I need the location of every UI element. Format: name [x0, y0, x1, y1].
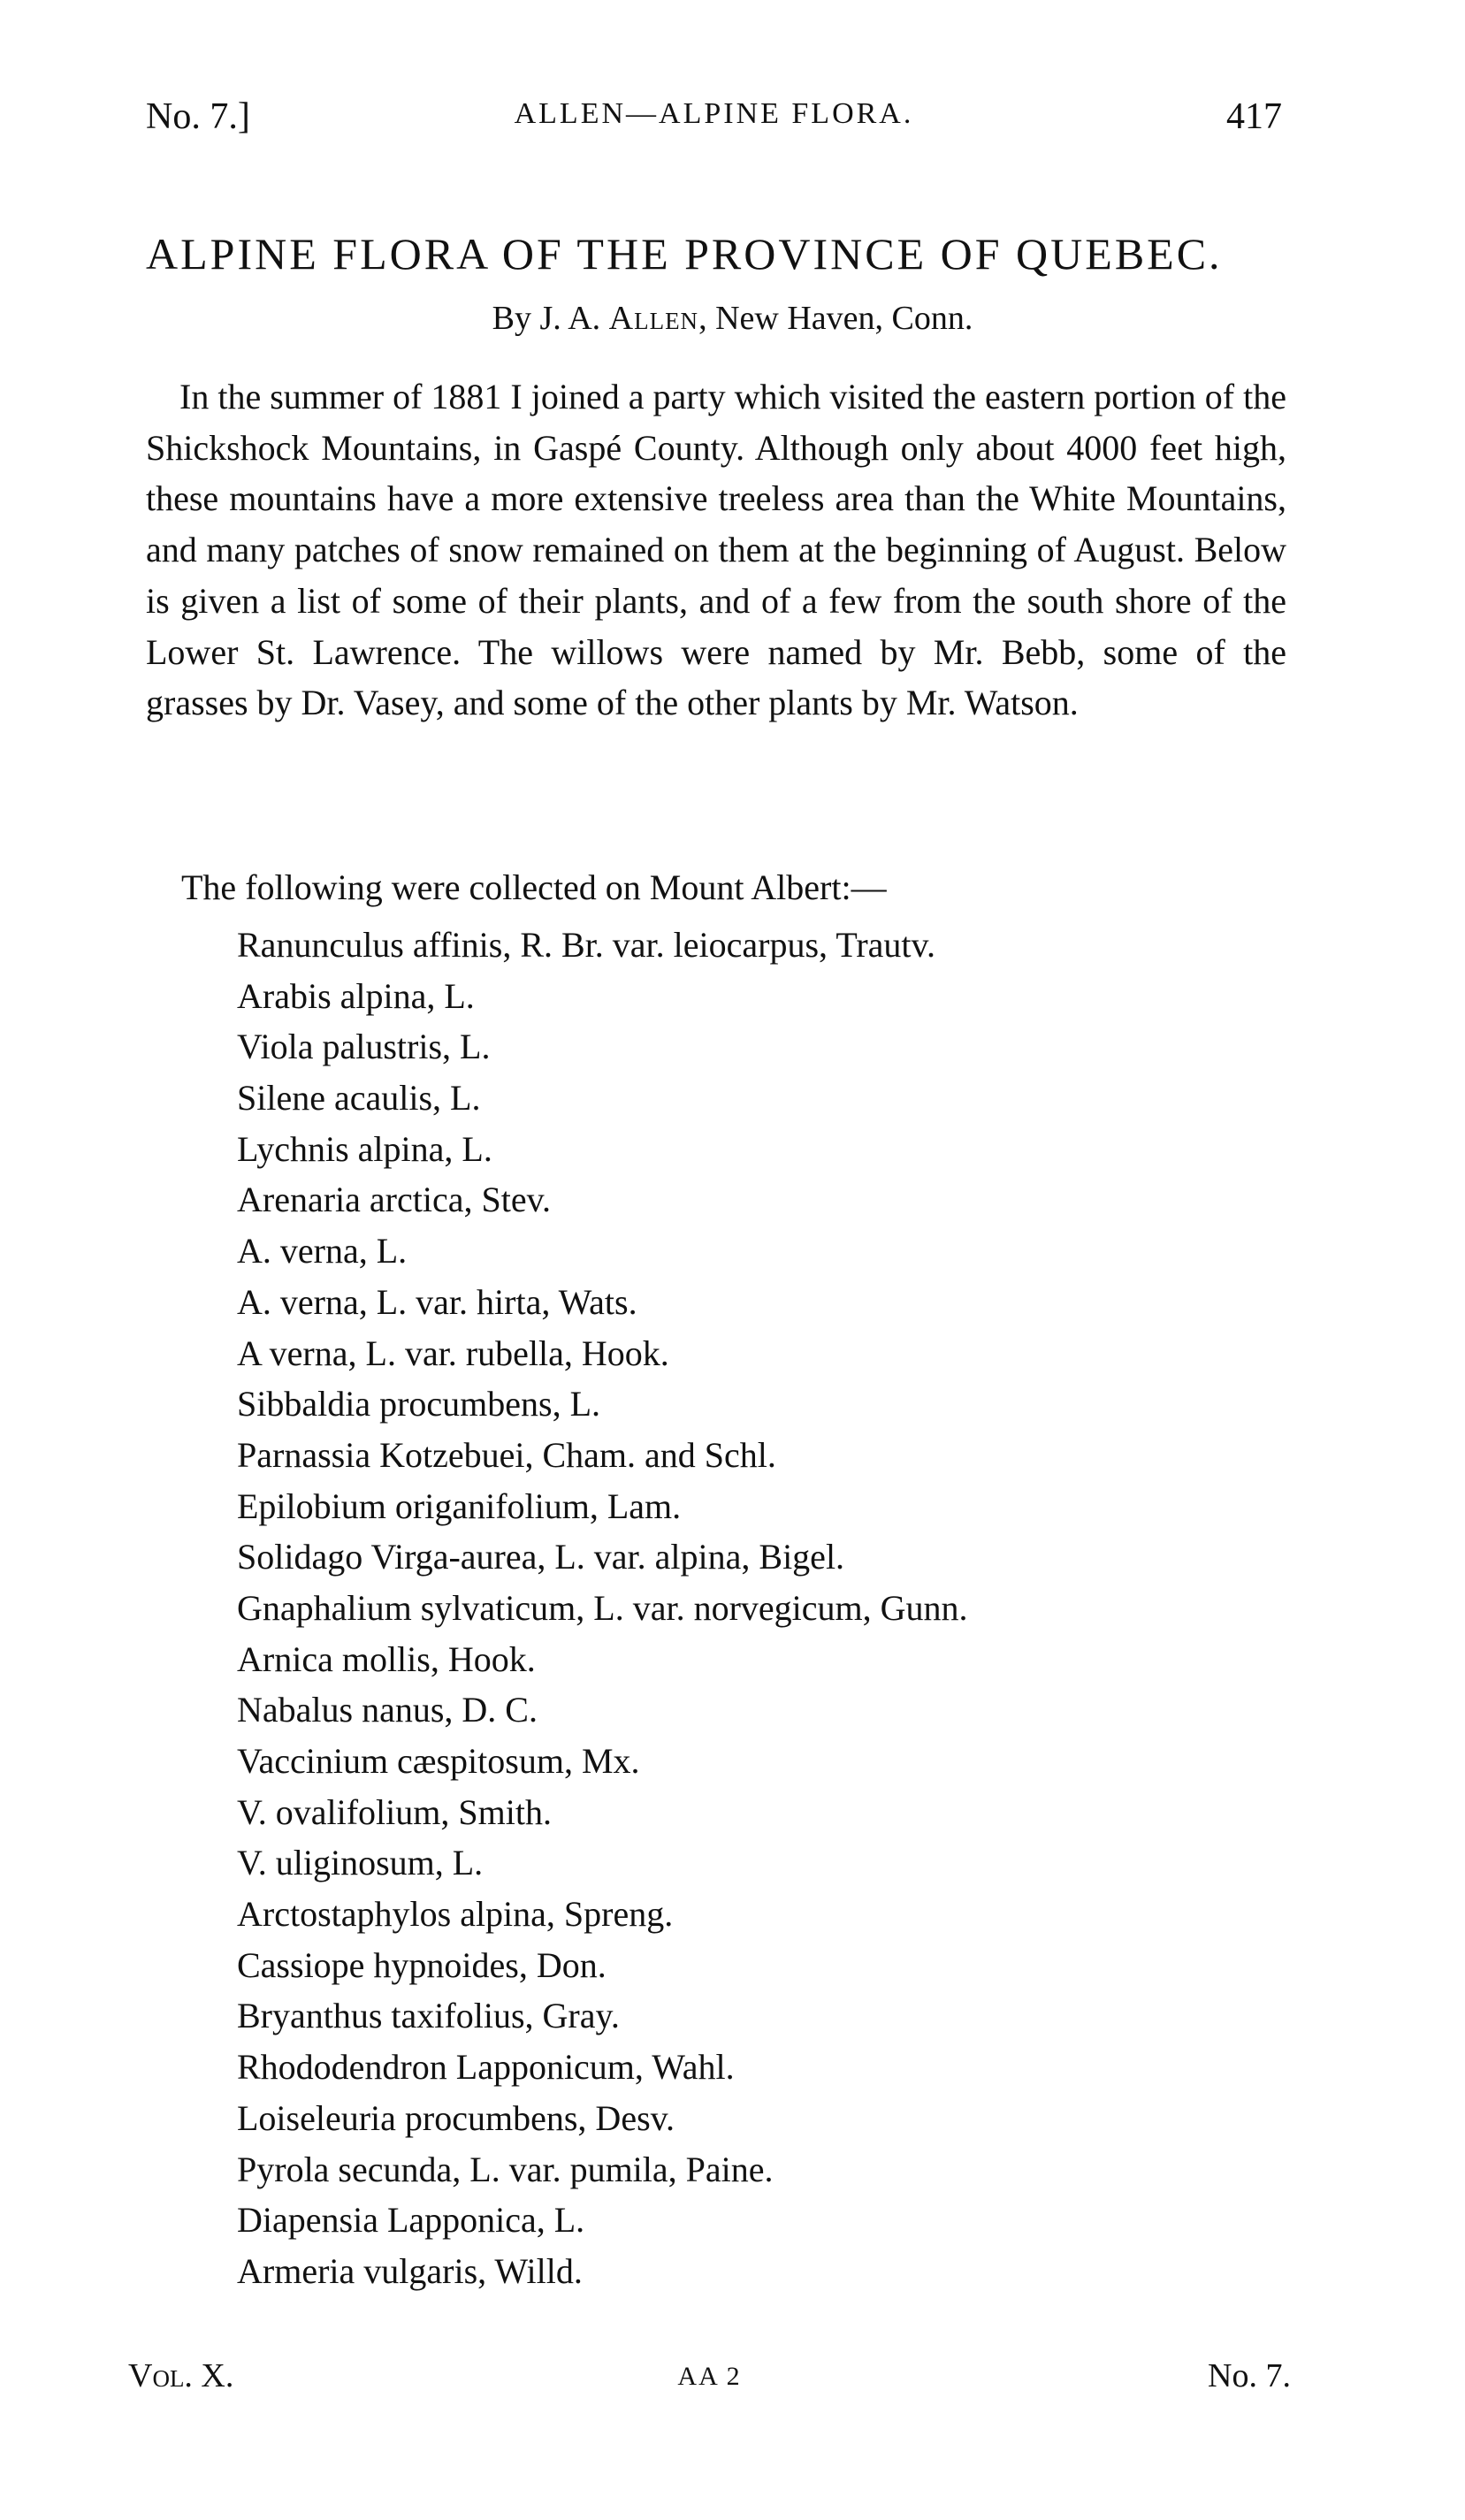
- species-item: Pyrola secunda, L. var. pumila, Paine.: [237, 2149, 774, 2189]
- species-item: V. uliginosum, L.: [237, 1843, 484, 1883]
- footer-issue: No. 7.: [1208, 2357, 1291, 2394]
- species-list: [237, 920, 968, 2297]
- species-item: Arnica mollis, Hook.: [237, 1638, 536, 1679]
- species-item: Arenaria arctica, Stev.: [237, 1180, 551, 1220]
- byline-author: Allen: [608, 300, 699, 337]
- byline-suffix: , New Haven, Conn.: [698, 300, 973, 337]
- byline-prefix: By J. A.: [492, 300, 601, 337]
- species-item: Arabis alpina, L.: [237, 975, 475, 1016]
- species-item: Ranunculus affinis, R. Br. var. leiocarpus, Trautv.: [237, 925, 935, 965]
- species-item: A. verna, L.: [237, 1231, 408, 1271]
- species-item: Nabalus nanus, D. C.: [237, 1690, 538, 1730]
- species-item: Bryanthus taxifolius, Gray.: [237, 1996, 620, 2036]
- species-item: Parnassia Kotzebuei, Cham. and Schl.: [237, 1434, 776, 1475]
- species-item: A verna, L. var. rubella, Hook.: [237, 1333, 669, 1373]
- species-item: Lychnis alpina, L.: [237, 1128, 492, 1169]
- species-item: Armeria vulgaris, Willd.: [237, 2250, 583, 2291]
- page-footer: [128, 2356, 1291, 2409]
- article-title: ALPINE FLORA OF THE PROVINCE OF QUEBEC.: [146, 229, 1223, 279]
- species-item: Solidago Virga-aurea, L. var. alpina, Bigel.: [237, 1537, 845, 1577]
- byline: [0, 299, 1465, 338]
- species-item: V. ovalifolium, Smith.: [237, 1791, 552, 1832]
- list-lead: The following were collected on Mount Albert:—: [181, 867, 887, 907]
- species-item: Arctostaphylos alpina, Spreng.: [237, 1894, 674, 1935]
- species-item: Silene acaulis, L.: [237, 1078, 481, 1119]
- species-item: Rhododendron Lapponicum, Wahl.: [237, 2047, 735, 2088]
- running-head: [146, 95, 1282, 149]
- species-item: Gnaphalium sylvaticum, L. var. norvegicum, Gunn.: [237, 1587, 968, 1628]
- species-item: Loiseleuria procumbens, Desv.: [237, 2097, 675, 2138]
- page-number: 417: [1226, 96, 1282, 137]
- issue-number: No. 7.]: [146, 96, 250, 137]
- running-title: ALLEN—ALPINE FLORA.: [514, 97, 914, 130]
- volume-label: Vol. X.: [128, 2357, 234, 2394]
- species-item: Cassiope hypnoides, Don.: [237, 1944, 607, 1985]
- species-item: Vaccinium cæspitosum, Mx.: [237, 1741, 640, 1781]
- species-item: Epilobium origanifolium, Lam.: [237, 1485, 682, 1526]
- species-item: A. verna, L. var. hirta, Wats.: [237, 1281, 637, 1322]
- species-item: Diapensia Lapponica, L.: [237, 2200, 585, 2241]
- species-item: Sibbaldia procumbens, L.: [237, 1384, 601, 1424]
- signature-mark: AA 2: [677, 2362, 742, 2391]
- species-item: Viola palustris, L.: [237, 1027, 491, 1067]
- intro-paragraph: In the summer of 1881 I joined a party which visited the eastern portion of the Shickshock Mountains, in Gaspé County. Although only about 4000 feet high, these mountains have a more extensive treeless area than the White Mountains, and many patches of snow remained on them at the beginning of August. Below is given a list of some of their plants, and of a few from the south shore of the Lower St. Lawrence. The willows were named by Mr. Bebb, some of the grasses by Dr. Vasey, and some of the other plants by Mr. Watson.: [146, 377, 1286, 723]
